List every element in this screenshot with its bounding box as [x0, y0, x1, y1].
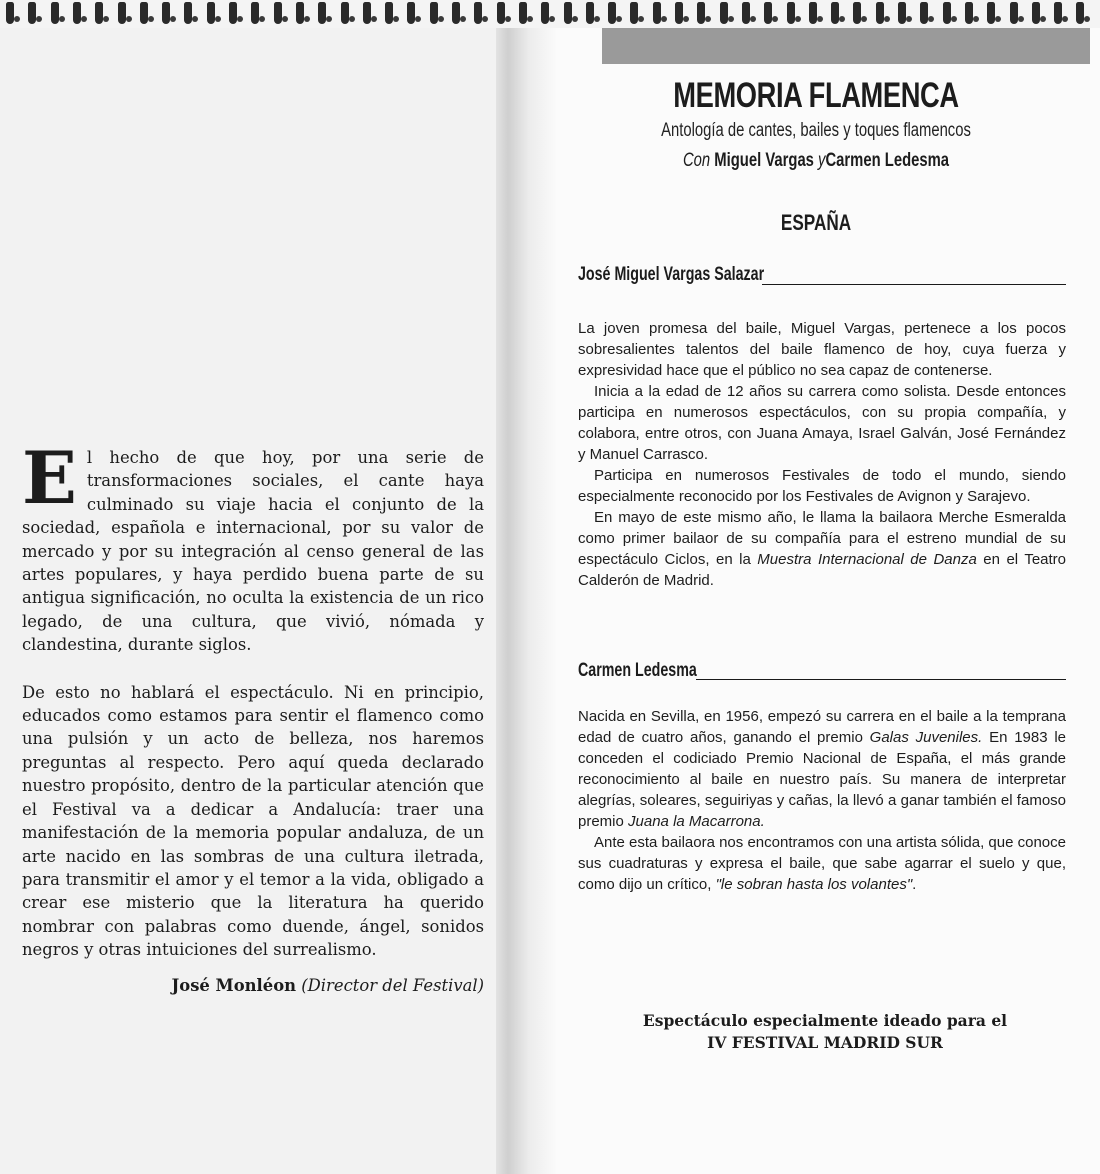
spiral-coil	[118, 2, 126, 24]
spiral-coil	[341, 2, 349, 24]
intro-paragraph-1-text: l hecho de que hoy, por una serie de transformaciones sociales, el cante haya culminado su viaje hacia el conjunto de la sociedad, española e internacional, por su valor de mercado y por su integración al censo general de las artes populares, y haya perdido buena parte de su antigua significación, no oculta la existencia de un rico legado, de una cultura, que vivió, nómada y clandestina, durante siglos.	[22, 448, 484, 655]
spiral-coil	[519, 2, 527, 24]
bio-ledesma-p1-italic: Galas Juveniles.	[869, 729, 983, 746]
footer-line-2: IV FESTIVAL MADRID SUR	[707, 1033, 943, 1052]
country-heading: ESPAÑA	[780, 210, 852, 235]
bio-ledesma-p2-b: .	[912, 876, 917, 893]
credits-name-2: Carmen Ledesma	[825, 150, 950, 171]
spiral-coil	[452, 2, 460, 24]
bio-ledesma-p2-italic: "le sobran hasta los volantes"	[715, 876, 913, 893]
spiral-coil	[1010, 2, 1018, 24]
section-rule-ledesma	[696, 679, 1066, 680]
signature-name: José Monléon	[171, 976, 297, 995]
bio-vargas-p4-b: en el Teatro Calderón de Madrid.	[578, 551, 1067, 589]
spiral-coil	[876, 2, 884, 24]
header-bar	[602, 28, 1090, 64]
bio-vargas-p1: La joven promesa del baile, Miguel Vargas, pertenece a los pocos sobresalientes talentos del baile flamenco de hoy, cuya fuerza y expresividad hace que el público no sea capaz de contenerse.	[578, 320, 1066, 379]
spiral-coil	[608, 2, 616, 24]
spiral-coil	[742, 2, 750, 24]
spiral-coil	[697, 2, 705, 24]
spiral-coil	[28, 2, 36, 24]
spiral-coil	[51, 2, 59, 24]
bio-ledesma-p2-a: Ante esta bailaora nos encontramos con una artista sólida, que conoce sus cuadraturas y expresa el baile, que sabe agarrar el suelo y que, como dijo un crítico,	[578, 834, 1066, 893]
intro-text	[22, 435, 484, 986]
spiral-coil	[898, 2, 906, 24]
spiral-coil	[318, 2, 326, 24]
spiral-coil	[162, 2, 170, 24]
spiral-coil	[630, 2, 638, 24]
section-heading-vargas	[578, 264, 826, 286]
spiral-coil	[943, 2, 951, 24]
spiral-coil	[1076, 2, 1084, 24]
bio-ledesma-p2	[578, 832, 1066, 895]
spiral-coil	[987, 2, 995, 24]
spiral-coil	[787, 2, 795, 24]
bio-vargas-p2: Inicia a la edad de 12 años su carrera como solista. Desde entonces participa en numerosos espectáculos, con su propia compañía, y colabora, entre otros, con Juana Amaya, Israel Galván, José Fernández y Manuel Carrasco.	[578, 383, 1066, 463]
bio-vargas-p4	[578, 507, 1066, 591]
spiral-coil	[6, 2, 14, 24]
page-title: MEMORIA FLAMENCA	[673, 76, 959, 115]
bio-ledesma	[578, 706, 1066, 895]
intro-paragraph-2: De esto no hablará el espectáculo. Ni en principio, educados como estamos para sentir el flamenco como una pulsión y un acto de belleza, nos haremos preguntas al respecto. Pero aquí queda declarado nuestro propósito, dentro de la particular atención que el Festival va a dedicar a Andalucía: traer una manifestación de la memoria popular andaluza, de un arte nacido en las sombras de una cultura iletrada, para transmitir el amor y el temor a la vida, obligado a crear ese misterio que la literatura ha querido nombrar con palabras como duende, ángel, sonidos negros y otras intuiciones del surrealismo.	[22, 682, 484, 960]
spiral-coil	[184, 2, 192, 24]
spiral-coil	[95, 2, 103, 24]
right-page	[556, 28, 1100, 1174]
spiral-coil	[229, 2, 237, 24]
spiral-coil	[296, 2, 304, 24]
spiral-coil	[653, 2, 661, 24]
spiral-coil	[407, 2, 415, 24]
bio-ledesma-p1-a: Nacida en Sevilla, en 1956, empezó su carrera en el baile a la temprana edad de cuatro años, ganando el premio	[578, 708, 1066, 746]
bio-vargas	[578, 318, 1066, 591]
spiral-coil	[140, 2, 148, 24]
page-gutter	[496, 28, 556, 1174]
bio-vargas-p4-a: En mayo de este mismo año, le llama la bailaora Merche Esmeralda como primer bailaor de su compañía para el estreno mundial de su espectáculo Ciclos, en la	[578, 509, 1066, 568]
spiral-coil	[497, 2, 505, 24]
bio-ledesma-p1-b: En 1983 le conceden el codiciado Premio Nacional de España, el más grande reconocimiento al baile en nuestro país. Su manera de interpretar alegrías, soleares, seguiriyas y cañas, la llevó a ganar también el famoso premio	[578, 729, 1066, 830]
subtitle: Antología de cantes, bailes y toques flamencos	[661, 120, 971, 141]
spiral-coil	[564, 2, 572, 24]
section-heading-ledesma-text: Carmen Ledesma	[578, 660, 697, 681]
credits-name-1: Miguel Vargas	[714, 150, 814, 171]
spiral-coil	[430, 2, 438, 24]
signature-role: (Director del Festival)	[301, 976, 484, 995]
spiral-coil	[965, 2, 973, 24]
signature	[22, 976, 484, 995]
bio-ledesma-p1-italic-2: Juana la Macarrona.	[628, 813, 765, 830]
spiral-coil	[251, 2, 259, 24]
spiral-coil	[1054, 2, 1062, 24]
drop-cap: E	[22, 435, 77, 520]
spiral-coil	[73, 2, 81, 24]
spiral-coil	[675, 2, 683, 24]
spiral-coil	[764, 2, 772, 24]
footer-credit	[580, 1010, 1070, 1054]
footer-line-1: Espectáculo especialmente ideado para el	[642, 1011, 1008, 1030]
spiral-coil	[1032, 2, 1040, 24]
spiral-coil	[586, 2, 594, 24]
credits-separator: y	[818, 150, 826, 171]
spiral-coil	[831, 2, 839, 24]
bio-vargas-p4-italic: Muestra Internacional de Danza	[757, 551, 977, 568]
bio-ledesma-p1	[578, 706, 1066, 832]
spiral-coil	[474, 2, 482, 24]
spiral-coil	[809, 2, 817, 24]
spiral-coil	[274, 2, 282, 24]
spiral-coil	[853, 2, 861, 24]
spiral-coil	[207, 2, 215, 24]
spiral-coil	[363, 2, 371, 24]
spiral-coil	[541, 2, 549, 24]
spiral-coil	[720, 2, 728, 24]
spiral-coil	[920, 2, 928, 24]
credits	[621, 150, 1011, 172]
credits-prefix: Con	[682, 150, 711, 171]
spiral-coil	[385, 2, 393, 24]
intro-paragraph-1	[22, 435, 484, 657]
section-rule-vargas	[762, 284, 1066, 285]
spiral-binding-icon	[0, 0, 1100, 28]
section-heading-vargas-text: José Miguel Vargas Salazar	[578, 264, 765, 285]
bio-vargas-p3: Participa en numerosos Festivales de todo el mundo, siendo especialmente reconocido por los Festivales de Avignon y Sarajevo.	[578, 467, 1066, 505]
